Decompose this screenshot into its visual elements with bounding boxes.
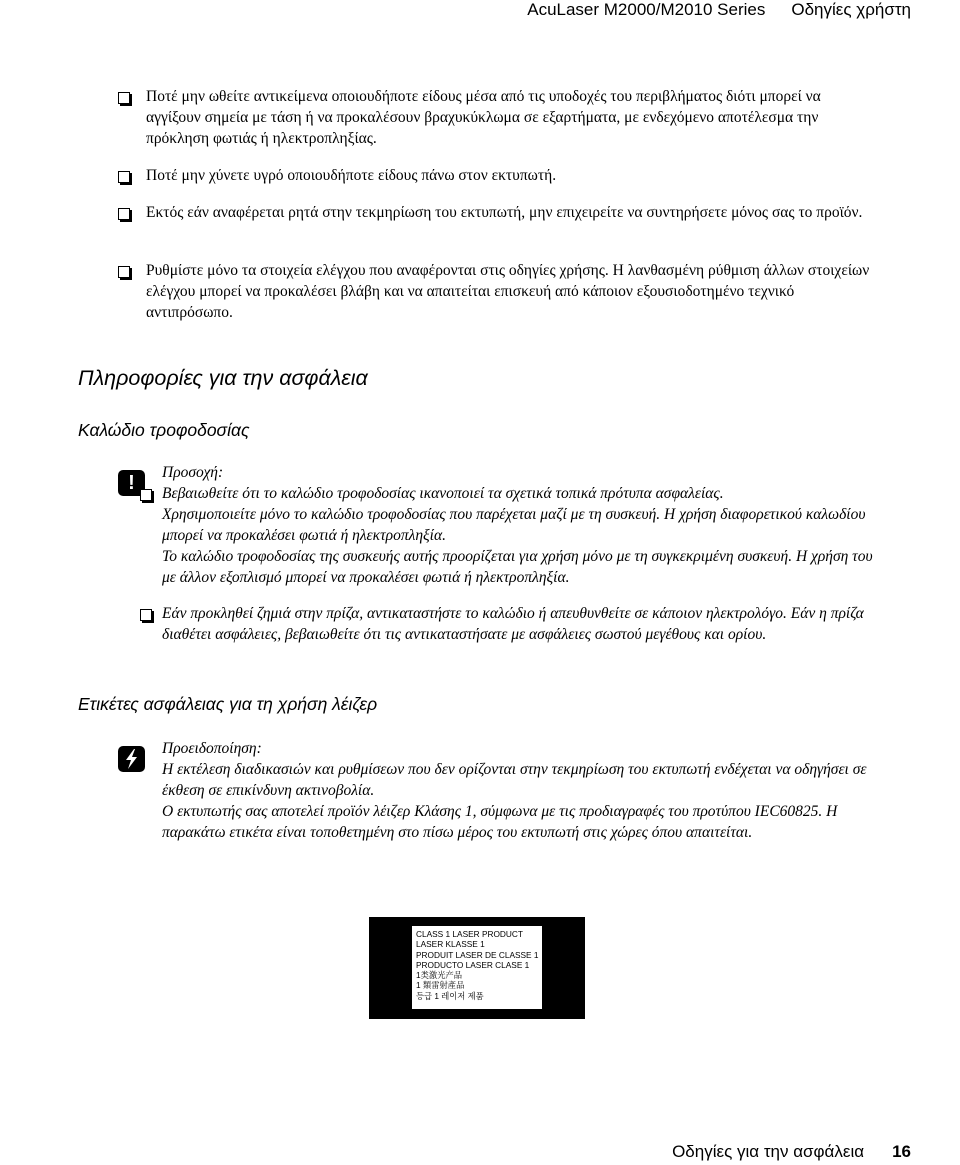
caution-title: Προσοχή: — [162, 464, 224, 481]
caution-bullet — [140, 603, 882, 645]
label-line: PRODUCTO LASER CLASE 1 — [416, 959, 530, 970]
caution-text: Το καλώδιο τροφοδοσίας της συσκευής αυτής προορίζεται για χρήση μόνο με τη συγκεκριμένη συσκευή. Η χρήση του με άλλον εξοπλισμό μπορεί να προκαλέσει φωτιά ή ηλεκτροπληξία. — [162, 548, 873, 586]
label-line: 1类激光产品 — [416, 970, 463, 981]
label-line: PRODUIT LASER DE CLASSE 1 — [416, 949, 539, 960]
caution-text: Βεβαιωθείτε ότι το καλώδιο τροφοδοσίας ικανοποιεί τα σχετικά τοπικά πρότυπα ασφαλείας. — [162, 485, 724, 502]
footer-text: Οδηγίες για την ασφάλεια — [672, 1142, 865, 1161]
warning-note — [162, 738, 882, 843]
laser-class-label — [369, 917, 585, 1019]
header-product: AcuLaser M2000/M2010 Series — [527, 0, 766, 19]
checkbox-bullet-icon — [118, 266, 130, 278]
caution-text: Χρησιμοποιείτε μόνο το καλώδιο τροφοδοσίας που παρέχεται μαζί με τη συσκευή. Η χρήση διαφορετικού καλωδίου μπορεί να προκαλέσει φωτιά ή ηλεκτροπληξία. — [162, 506, 866, 544]
warning-title: Προειδοποίηση: — [162, 740, 262, 757]
caution-bullet — [140, 483, 882, 588]
header-guide: Οδηγίες χρήστη — [791, 0, 911, 19]
checkbox-bullet-icon — [140, 489, 152, 501]
bullet-item — [118, 260, 878, 323]
page-header — [501, 0, 911, 20]
checkbox-bullet-icon — [118, 171, 130, 183]
label-line: LASER KLASSE 1 — [416, 939, 485, 950]
bullet-text: Ρυθμίστε μόνο τα στοιχεία ελέγχου που αναφέρονται στις οδηγίες χρήσης. Η λανθασμένη ρύθμιση άλλων στοιχείων ελέγχου μπορεί να προκαλέσει βλάβη και να απαιτείται επισκευή από κάποιον εξουσιοδοτημένο τεχνικό αντιπρόσωπο. — [146, 262, 870, 321]
page-footer — [672, 1142, 911, 1162]
warning-icon — [118, 746, 145, 772]
power-cord-heading: Καλώδιο τροφοδοσίας — [78, 420, 250, 440]
bullet-text: Ποτέ μην χύνετε υγρό οποιουδήποτε είδους πάνω στον εκτυπωτή. — [146, 167, 557, 184]
label-line: CLASS 1 LASER PRODUCT — [416, 929, 523, 939]
caution-text: Εάν προκληθεί ζημιά στην πρίζα, αντικαταστήστε το καλώδιο ή απευθυνθείτε σε κάποιον ηλεκτρολόγο. Εάν η πρίζα διαθέτει ασφάλειες, βεβαιωθείτε ότι τις αντικαταστήσατε με ασφάλειες σωστού μεγέθους και ορίου. — [162, 605, 864, 643]
laser-label-text — [412, 926, 542, 1009]
checkbox-bullet-icon — [140, 609, 152, 621]
bullet-item — [118, 202, 878, 223]
section-title: Πληροφορίες για την ασφάλεια — [78, 366, 368, 390]
warning-text: Η εκτέλεση διαδικασιών και ρυθμίσεων που δεν ορίζονται στην τεκμηρίωση του εκτυπωτή ενδέχεται να οδηγήσει σε έκθεση σε επικίνδυνη ακτινοβολία. — [162, 761, 867, 799]
bullet-item — [118, 86, 878, 149]
bullet-text: Εκτός εάν αναφέρεται ρητά στην τεκμηρίωση του εκτυπωτή, μην επιχειρείτε να συντηρήσετε μόνος σας το προϊόν. — [146, 204, 863, 221]
label-line: 1 類雷射產品 — [416, 980, 465, 991]
checkbox-bullet-icon — [118, 208, 130, 220]
page-number: 16 — [892, 1142, 911, 1161]
caution-note — [162, 462, 882, 645]
label-line: 등급 1 레이저 제품 — [416, 990, 484, 1001]
caution-icon: ! — [118, 470, 145, 496]
bullet-text: Ποτέ μην ωθείτε αντικείμενα οποιουδήποτε είδους μέσα από τις υποδοχές του περιβλήματος διότι μπορεί να αγγίξουν σημεία με τάση ή να προκαλέσουν βραχυκύκλωμα σε εξαρτήματα, με ενδεχόμενο αποτέλεσμα την πρόκληση φωτιάς ή ηλεκτροπληξίας. — [146, 88, 821, 147]
bullet-item — [118, 165, 878, 186]
warning-text: Ο εκτυπωτής σας αποτελεί προϊόν λέιζερ Κλάσης 1, σύμφωνα με τις προδιαγραφές του προτύπου IEC60825. Η παρακάτω ετικέτα είναι τοποθετημένη στο πίσω μέρος του εκτυπωτή στις χώρες όπου απαιτείται. — [162, 803, 838, 841]
laser-heading: Ετικέτες ασφάλειας για τη χρήση λέιζερ — [78, 694, 378, 714]
checkbox-bullet-icon — [118, 92, 130, 104]
